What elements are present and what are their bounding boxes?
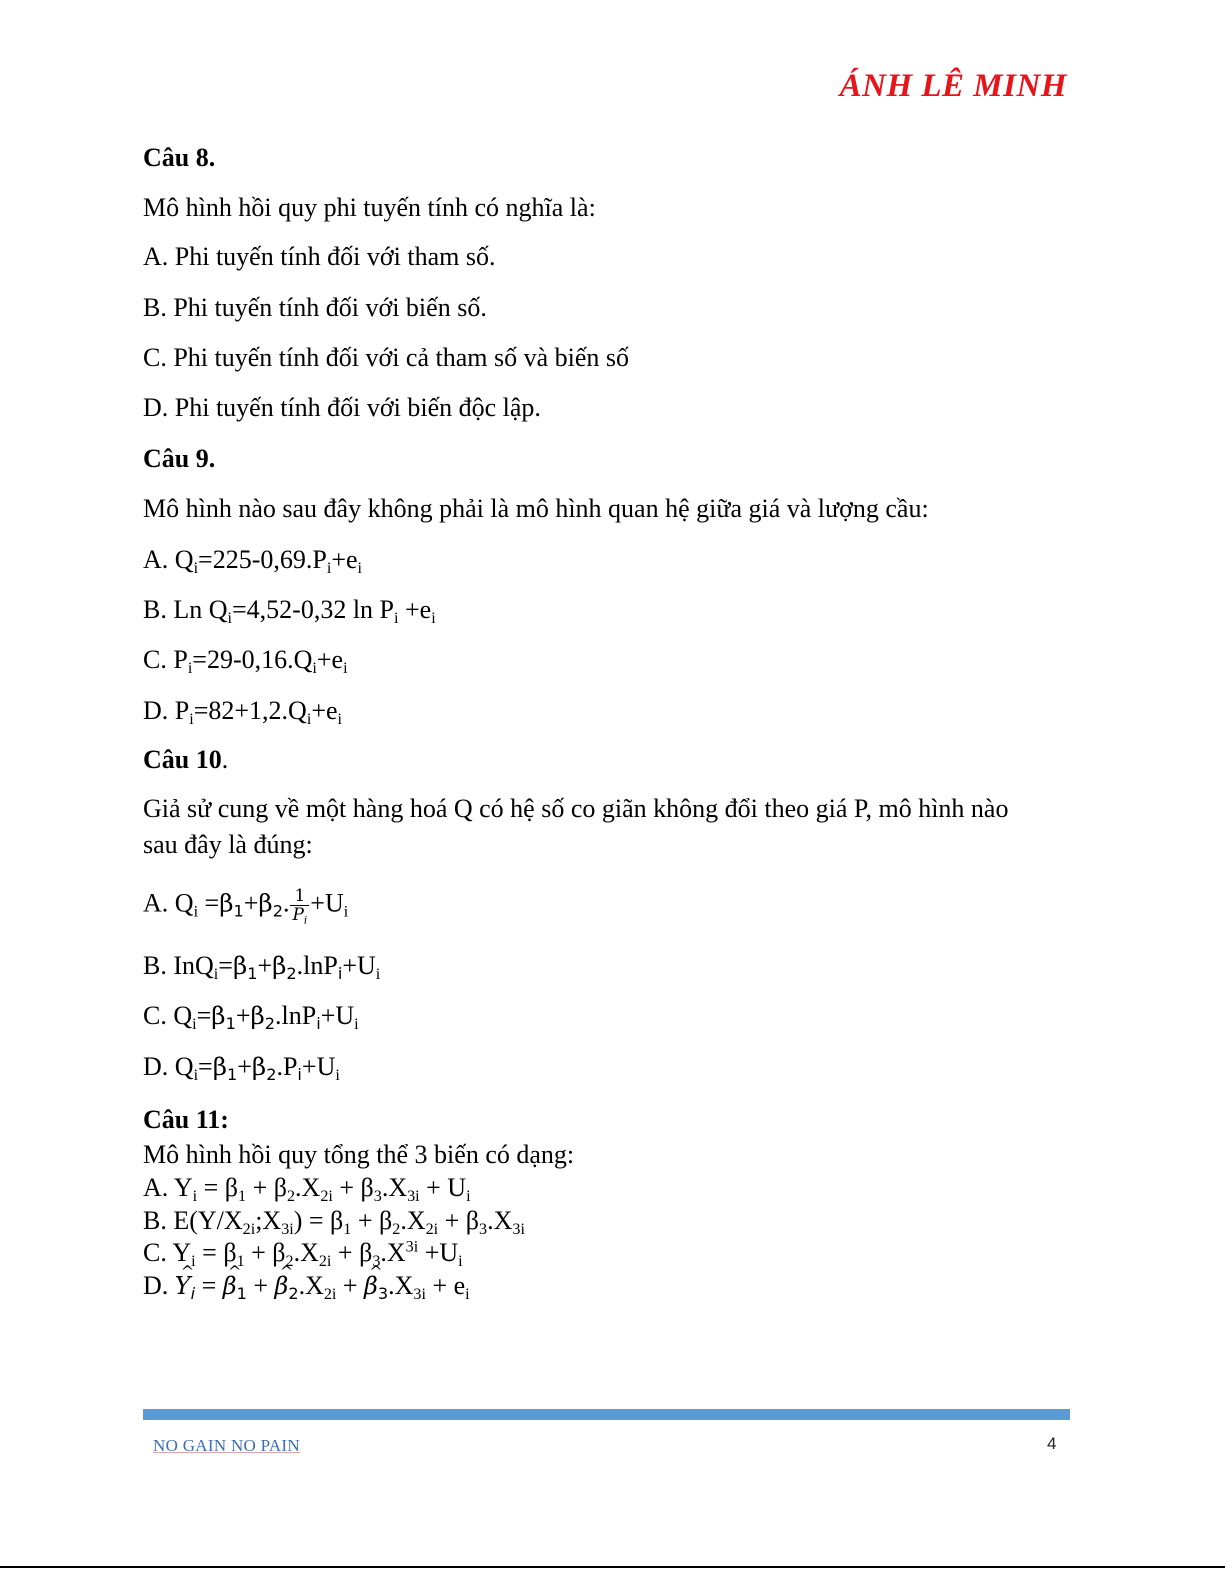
q8-option-a: A. Phi tuyến tính đối với tham số. [143,242,496,271]
q8-question: Mô hình hồi quy phi tuyến tính có nghĩa là: [143,193,596,222]
q11-option-d: D. ^ Yi = ^ β1 + ^ $\beta 2.X_{2i}$ + ^ $\beta 3.X_{3i} + e_i$ [143,1271,470,1301]
q9-option-d: D. $P_i=82+1,2.Q_i+e_i$ [143,696,343,729]
q10-option-b: B. $InQ_i=\beta 1+\beta 2.lnPi+U_i$ [143,951,381,984]
page-number: 4 [1047,1434,1057,1453]
q8-option-c: C. Phi tuyến tính đối với cả tham số và biến số [143,343,630,372]
q11-title: Câu 11: [143,1105,229,1134]
q10-option-c: C. $Q_i=\beta 1+\beta 2.lnPi+U_i$ [143,1001,359,1034]
y-hat: ^ Y [175,1271,191,1301]
q10-option-a: A. $Q_i =\beta 1+\beta 2$. $\frac{1}{P_i}$ $+U_i$ [143,886,349,927]
q8-option-b: B. Phi tuyến tính đối với biến số. [143,293,487,322]
page-header-title: ÁNH LÊ MINH [839,68,1067,104]
q11-question: Mô hình hồi quy tổng thể 3 biến có dạng: [143,1140,575,1169]
q9-title: Câu 9. [143,444,216,473]
beta-hat-3: ^ β [364,1271,378,1301]
q10-option-d: D. $Q_i=\beta 1+\beta 2.Pi+U_i$ [143,1052,340,1085]
q9-option-b: B. Ln $Q_i=4,52-0,32$ $\ln P_i +e_i$ [143,595,436,628]
q11-option-a: A. $Y_i = \beta_1 + \beta_2.X_{2i} + \beta_3.X_{3i} + U_i$ [143,1173,471,1206]
fraction-one-over-p: $\frac{1}{P_i}$ [292,886,308,927]
q11-option-c: C. $Y_i = \beta_1 + \beta_2.X_{2i} + \beta_3.X^{3i} +U_i$ [143,1238,463,1271]
q8-option-d: D. Phi tuyến tính đối với biến độc lập. [143,393,541,422]
q9-option-c: C. $P_i=29-0,16.Q_i+e_i$ [143,645,348,678]
q10-question-line1: Giả sử cung về một hàng hoá Q có hệ số co giãn không đổi theo giá P, mô hình nào [143,794,1009,823]
q10-title: Câu 10. [143,745,229,774]
q9-option-a: A. $Q_i=225-0,69.P_i+e_i$ [143,545,362,578]
footer-motto: NO GAIN NO PAIN [153,1436,300,1455]
beta-hat-2: ^ β [274,1271,288,1301]
beta-hat-1: ^ β [223,1271,237,1301]
q9-question: Mô hình nào sau đây không phải là mô hình quan hệ giữa giá và lượng cầu: [143,494,929,523]
footer-divider-bar [143,1409,1070,1420]
q8-title: Câu 8. [143,143,216,172]
page-bottom-border [0,1566,1225,1568]
q10-question-line2: sau đây là đúng: [143,830,313,859]
q11-option-b: B. $E(Y/X_{2i};X_{3i}) = \beta_1 + \beta_2.X_{2i} + \beta_3.X_{3i}$ [143,1206,525,1239]
